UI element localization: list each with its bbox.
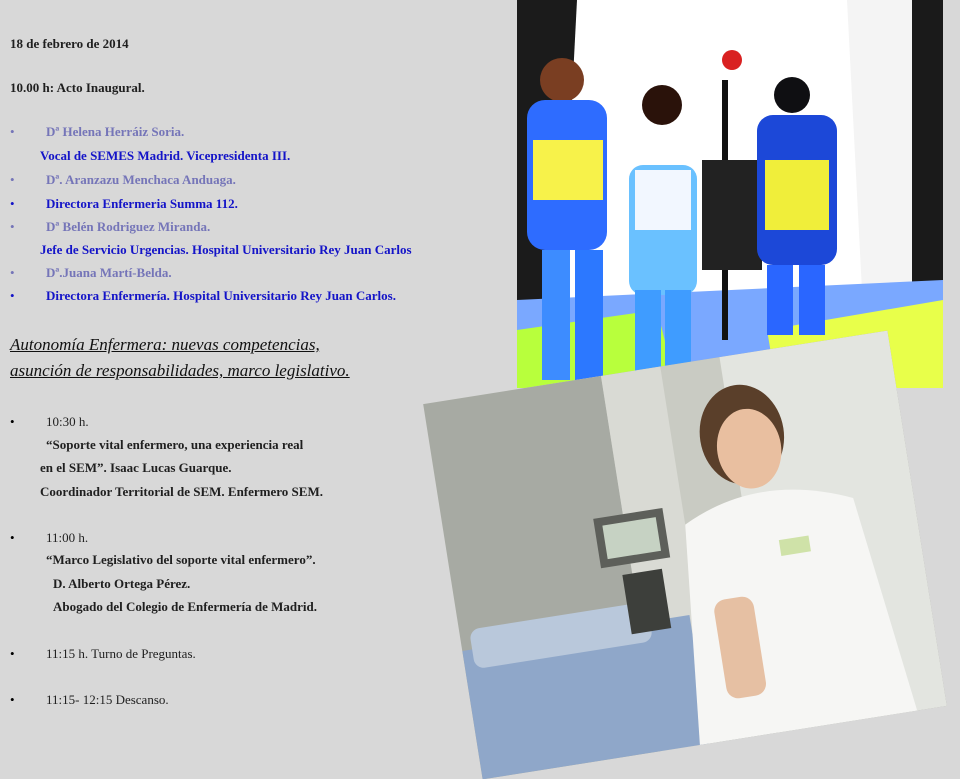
talk-1-speaker: en el SEM”. Isaac Lucas Guarque. <box>40 460 232 475</box>
bullet-marker: • <box>10 288 15 303</box>
speaker-3-name: Dª Belén Rodriguez Miranda. <box>46 219 211 234</box>
speaker-1-name: Dª Helena Herráiz Soria. <box>46 124 185 139</box>
bullet-marker: • <box>10 196 15 211</box>
bullet-marker: • <box>10 265 15 280</box>
talk-1-affiliation: Coordinador Territorial de SEM. Enfermero SEM. <box>40 484 323 499</box>
talk-2-title: “Marco Legislativo del soporte vital enfermero”. <box>46 552 316 567</box>
nurse-photo <box>423 331 947 779</box>
bullet-marker: • <box>10 414 15 429</box>
bullet-marker: • <box>10 646 15 661</box>
break-slot: 11:15- 12:15 Descanso. <box>46 692 169 707</box>
talk-2-speaker: D. Alberto Ortega Pérez. <box>53 576 191 591</box>
nurse-illustration <box>423 331 947 779</box>
speaker-3-role: Jefe de Servicio Urgencias. Hospital Universitario Rey Juan Carlos <box>40 242 412 257</box>
talk-1-time: 10:30 h. <box>46 414 89 429</box>
questions-slot: 11:15 h. Turno de Preguntas. <box>46 646 196 661</box>
paramedics-illustration <box>517 0 943 388</box>
speaker-2-role: Directora Enfermeria Summa 112. <box>46 196 238 211</box>
bullet-marker: • <box>10 530 15 545</box>
bullet-marker: • <box>10 692 15 707</box>
section-title-line-2: asunción de responsabilidades, marco legislativo. <box>10 361 350 380</box>
talk-2-affiliation: Abogado del Colegio de Enfermería de Madrid. <box>53 599 317 614</box>
section-title-line-1: Autonomía Enfermera: nuevas competencias, <box>10 335 320 354</box>
bullet-marker: • <box>10 124 15 139</box>
talk-2-time: 11:00 h. <box>46 530 89 545</box>
speaker-2-name: Dª. Aranzazu Menchaca Anduaga. <box>46 172 236 187</box>
bullet-marker: • <box>10 219 15 234</box>
event-date: 18 de febrero de 2014 <box>10 36 129 51</box>
speaker-4-name: Dª.Juana Martí-Belda. <box>46 265 172 280</box>
paramedics-photo <box>517 0 943 388</box>
speaker-4-role: Directora Enfermería. Hospital Universitario Rey Juan Carlos. <box>46 288 396 303</box>
speaker-1-role: Vocal de SEMES Madrid. Vicepresidenta III. <box>40 148 291 163</box>
talk-1-title: “Soporte vital enfermero, una experiencia real <box>46 437 304 452</box>
opening-ceremony: 10.00 h: Acto Inaugural. <box>10 80 145 95</box>
bullet-marker: • <box>10 172 15 187</box>
